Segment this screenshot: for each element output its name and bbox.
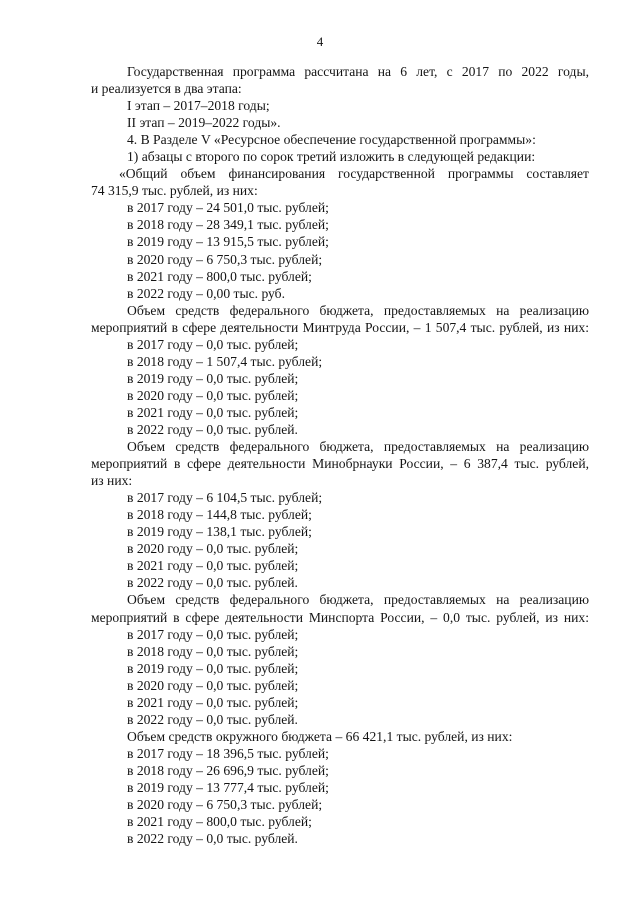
text-line: Объем средств федерального бюджета, предоставляемых на реализацию: [127, 302, 589, 318]
text-line: мероприятий в сфере деятельности Минспорта России, – 0,0 тыс. рублей, из них:: [91, 609, 589, 625]
year-amount-line: в 2019 году – 0,0 тыс. рублей;: [127, 370, 299, 386]
year-amount-line: в 2017 году – 0,0 тыс. рублей;: [127, 626, 299, 642]
year-amount-line: в 2019 году – 13 915,5 тыс. рублей;: [127, 234, 329, 250]
year-amount-line: в 2017 году – 24 501,0 тыс. рублей;: [127, 200, 329, 216]
year-amount-line: в 2017 году – 6 104,5 тыс. рублей;: [127, 490, 323, 506]
year-amount-line: в 2021 году – 800,0 тыс. рублей;: [127, 814, 312, 830]
year-amount-line: в 2022 году – 0,0 тыс. рублей.: [127, 711, 298, 727]
page-number: 4: [316, 34, 324, 49]
text-line: II этап – 2019–2022 годы».: [127, 115, 281, 131]
year-amount-line: в 2021 году – 800,0 тыс. рублей;: [127, 268, 312, 284]
year-amount-line: в 2022 году – 0,0 тыс. рублей.: [127, 831, 298, 847]
text-line: и реализуется в два этапа:: [91, 81, 242, 97]
year-amount-line: в 2019 году – 13 777,4 тыс. рублей;: [127, 779, 329, 795]
year-amount-line: в 2018 году – 0,0 тыс. рублей;: [127, 643, 299, 659]
document-body: [91, 63, 589, 847]
year-amount-line: в 2020 году – 0,0 тыс. рублей;: [127, 541, 299, 557]
text-line: 1) абзацы с второго по сорок третий изложить в следующей редакции:: [127, 149, 536, 165]
year-amount-line: в 2018 году – 144,8 тыс. рублей;: [127, 507, 312, 523]
year-amount-line: в 2022 году – 0,00 тыс. руб.: [127, 285, 285, 301]
year-amount-line: в 2020 году – 0,0 тыс. рублей;: [127, 387, 299, 403]
text-line: Объем средств окружного бюджета – 66 421,1 тыс. рублей, из них:: [127, 728, 513, 744]
year-amount-line: в 2021 году – 0,0 тыс. рублей;: [127, 558, 299, 574]
year-amount-line: в 2018 году – 1 507,4 тыс. рублей;: [127, 353, 323, 369]
text-line: I этап – 2017–2018 годы;: [127, 98, 270, 114]
year-amount-line: в 2019 году – 138,1 тыс. рублей;: [127, 524, 312, 540]
year-amount-line: в 2020 году – 0,0 тыс. рублей;: [127, 677, 299, 693]
year-amount-line: в 2020 году – 6 750,3 тыс. рублей;: [127, 797, 323, 813]
year-amount-line: в 2017 году – 0,0 тыс. рублей;: [127, 336, 299, 352]
section-heading: 4. В Разделе V «Ресурсное обеспечение государственной программы»:: [127, 132, 536, 148]
year-amount-line: в 2017 году – 18 396,5 тыс. рублей;: [127, 745, 329, 761]
year-amount-line: в 2019 году – 0,0 тыс. рублей;: [127, 660, 299, 676]
year-amount-line: в 2020 году – 6 750,3 тыс. рублей;: [127, 251, 323, 267]
text-line: Объем средств федерального бюджета, предоставляемых на реализацию: [127, 439, 589, 455]
year-amount-line: в 2022 году – 0,0 тыс. рублей.: [127, 421, 298, 437]
text-line: из них:: [91, 473, 133, 489]
year-amount-line: в 2021 году – 0,0 тыс. рублей;: [127, 694, 299, 710]
year-amount-line: в 2022 году – 0,0 тыс. рублей.: [127, 575, 298, 591]
text-line: Государственная программа рассчитана на 6 лет, с 2017 по 2022 годы,: [127, 64, 589, 79]
year-amount-line: в 2018 году – 28 349,1 тыс. рублей;: [127, 217, 329, 233]
text-line: мероприятий в сфере деятельности Минобрнауки России, – 6 387,4 тыс. рублей,: [91, 456, 589, 472]
text-line: «Общий объем финансирования государственной программы составляет: [119, 166, 589, 182]
text-line: 74 315,9 тыс. рублей, из них:: [91, 183, 258, 199]
year-amount-line: в 2018 году – 26 696,9 тыс. рублей;: [127, 762, 329, 778]
text-line: Объем средств федерального бюджета, предоставляемых на реализацию: [127, 592, 589, 608]
text-line: мероприятий в сфере деятельности Минтруда России, – 1 507,4 тыс. рублей, из них:: [91, 319, 589, 335]
year-amount-line: в 2021 году – 0,0 тыс. рублей;: [127, 404, 299, 420]
